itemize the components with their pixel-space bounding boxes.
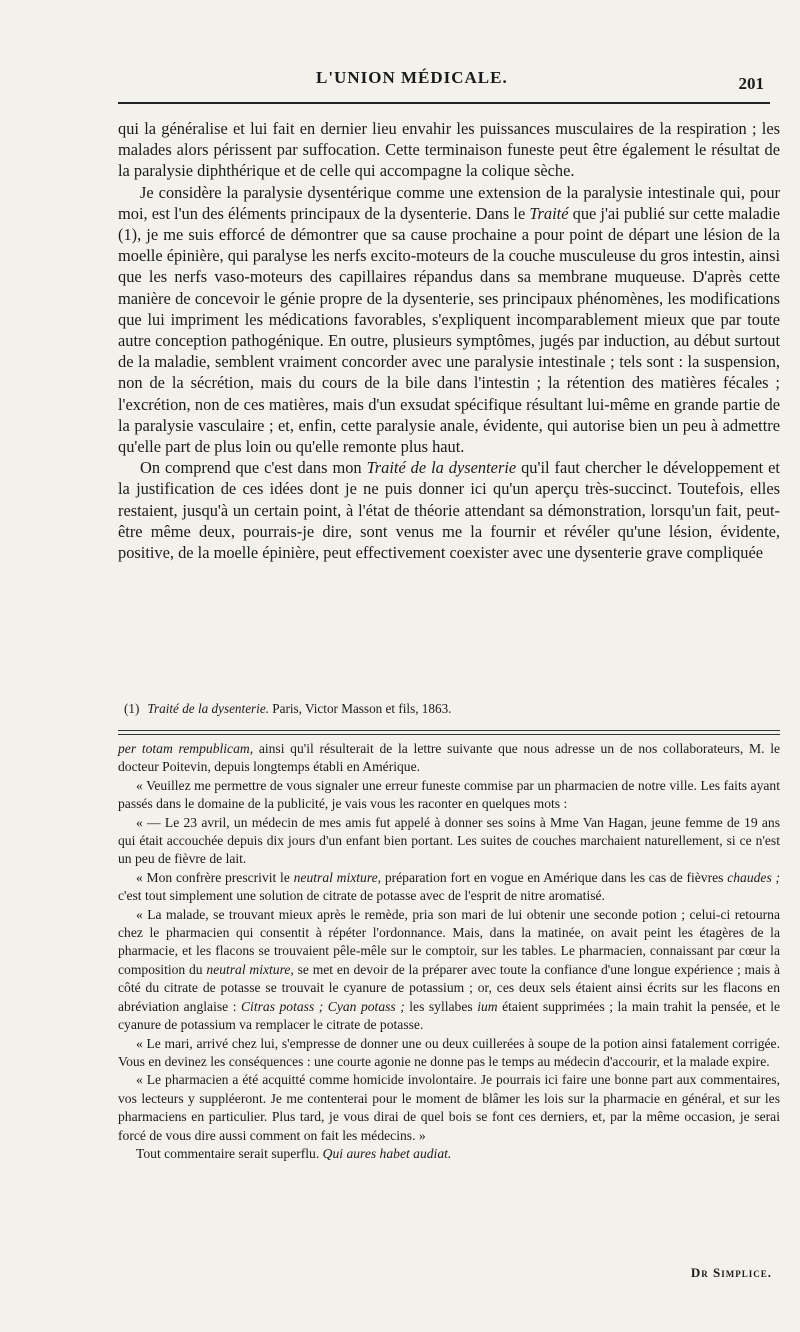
paragraph [118, 1145, 780, 1163]
feuilleton-text [118, 740, 780, 1163]
section-separator [118, 730, 780, 731]
journal-title: L'UNION MÉDICALE. [316, 68, 508, 87]
paragraph-text: étaient supprimées ; la main trahit la pensée, et le cyanure de potassium va remplacer le citrate de potasse. [118, 998, 781, 1033]
italic-text: ium [477, 998, 498, 1014]
page-number: 201 [738, 74, 764, 93]
page-header [118, 62, 770, 102]
footnote-title: Traité de la dysenterie. [147, 701, 269, 716]
paragraph-text: que j'ai publié sur cette maladie (1), je me suis efforcé de démontrer que sa cause prochaine a pour point de départ une lésion de la moelle épinière, qui paralyse les nerfs excito-moteurs de la couche musculeuse du gros intestin, ainsi que les nerfs vaso-moteurs des capillaires répandus dans sa membrane muqueuse. D'après cette manière de concevoir le génie propre de la dysenterie, ses principaux phénomènes, les modifications que lui impriment les médications favorables, s'expliquent incomparablement mieux que par toute autre conception pathogénique. En outre, plusieurs symptômes, jugés par induction, au début surtout de la maladie, semblent vraiment concorder avec une paralysie intestinale ; tels sont : la suspension, non de la sécrétion, mais du cours de la bile dans l'intestin ; la rétention des matières fécales ; l'excrétion, non de ces matières, mais d'un exsudat spécifique résultant lui-même en grande partie de la paralysie vasculaire ; et, enfin, cette paralysie anale, évidente, qui autorise bien un peu à admettre qu'elle part de plus loin ou qu'elle remonte plus haut. [118, 203, 780, 457]
paragraph-text: ainsi qu'il résulterait de la lettre suivante que nous adresse un de nos collaborateurs, M. le docteur Poitevin, depuis longtemps établi en Amérique. [118, 741, 780, 775]
paragraph [118, 869, 780, 906]
paragraph-text: « Mon confrère prescrivit le [136, 869, 290, 885]
italic-text: Traité [529, 203, 569, 223]
paragraph-text: préparation fort en vogue en Amérique dans les cas de fièvres [384, 869, 724, 885]
header-rule [118, 102, 770, 104]
paragraph [118, 740, 780, 777]
paragraph [118, 182, 780, 458]
paragraph-text: se met en devoir de la préparer avec toute la confiance d'une longue expérience ; mais à côté du citrate de potasse se trouvait le cyanure de potassium ; or, ces deux sels étaient ainsi écrits sur les flacons en abréviation anglaise : [118, 961, 781, 1014]
paragraph-text: qui la généralise et lui fait en dernier lieu envahir les puissances musculaires de la respiration ; les malades alors périssent par suffocation. Cette terminaison funeste peut être également le résultat de la paralysie diphthérique et de celle qui accompagne la colique sèche. [118, 119, 780, 181]
italic-text: Qui aures habet audiat. [322, 1145, 452, 1161]
paragraph-text: « Le mari, arrivé chez lui, s'empresse de donner une ou deux cuillerées à soupe de la potion ainsi fatalement corrigée. Vous en devinez les conséquences : une courte agonie ne donne pas le temps au médecin d'accourir, et la malade expire. [118, 1035, 780, 1069]
italic-text: neutral mixture, [293, 869, 382, 885]
paragraph-text: qu'il faut chercher le développement et la justification de ces idées dont je ne puis donner ici qu'un aperçu très-succinct. Toutefois, elles restaient, jusqu'à un certain point, à l'état de théorie attendant sa démonstration, lorsqu'un fait, peut-être même deux, pourrais-je dire, sont venus me la fournir et révéler qu'une lésion, évidente, positive, de la moelle épinière, peut effectivement coexister avec une dysenterie grave compliquée [118, 458, 780, 563]
italic-text: neutral mixture, [206, 961, 294, 977]
paragraph [118, 814, 780, 869]
paragraph-text: « La malade, se trouvant mieux après le remède, pria son mari de lui obtenir une seconde potion ; celui-ci retourna chez le pharmacien qui consentit à répéter l'ordonnance. Mais, dans la matinée, on avait peint les étagères de la pharmacie, et les flacons se trouvaient pêle-mêle sur le comptoir, sur les tables. Le pharmacien, connaissant par cœur la composition du [118, 906, 780, 977]
paragraph-text: « Le pharmacien a été acquitté comme homicide involontaire. Je pourrais ici faire une bonne part aux commentaires, vos lecteurs y suppléeront. Je me contenterai pour le moment de blâmer les lois sur la pharmacie en général, et sur les pharmaciens en particulier. Plus tard, je vous dirai de quel bois se font ces derniers, et, par la même occasion, je serai forcé de vous dire aussi comment on fait les médecins. » [118, 1072, 780, 1143]
section-separator [118, 734, 780, 735]
main-article-text [118, 118, 780, 563]
paragraph-text: On comprend que c'est dans mon [140, 458, 362, 478]
paragraph-text: « — Le 23 avril, un médecin de mes amis fut appelé à donner ses soins à Mme Van Hagan, jeune femme de 19 ans qui était accouchée depuis dix jours d'un enfant bien portant. Les suites de couches marchaient naturellement, si ce n'est un peu de fièvre de lait. [118, 814, 780, 867]
paragraph [118, 906, 780, 1035]
paragraph [118, 1071, 780, 1145]
footnote [118, 700, 780, 718]
paragraph-text: Je considère la paralysie dysentérique comme une extension de la paralysie intestinale qui, pour moi, est l'un des éléments principaux de la dysenterie. Dans le [118, 182, 780, 223]
italic-text: per totam rempublicam, [118, 741, 254, 756]
paragraph [118, 1035, 780, 1072]
paragraph-text: Tout commentaire serait superflu. [136, 1145, 320, 1161]
paragraph-text: les syllabes [409, 998, 473, 1014]
paragraph [118, 118, 780, 182]
paragraph [118, 777, 780, 814]
italic-text: chaudes ; [727, 869, 781, 885]
footnote-publisher: Paris, Victor Masson et fils, 1863. [272, 701, 452, 716]
footnote-mark: (1) [124, 701, 140, 716]
paragraph [118, 457, 780, 563]
paragraph-text: c'est tout simplement une solution de citrate de potasse avec de l'esprit de nitre aromatisé. [118, 888, 605, 904]
italic-text: Traité de la dysenterie [366, 458, 517, 478]
italic-text: Citras potass ; Cyan potass ; [240, 998, 405, 1014]
author-signature: Dr Simplice. [690, 1265, 772, 1280]
paragraph-text: « Veuillez me permettre de vous signaler une erreur funeste commise par un pharmacien de notre ville. Les faits ayant passés dans le domaine de la publicité, je vais vous les raconter en quelques mots : [118, 777, 780, 812]
